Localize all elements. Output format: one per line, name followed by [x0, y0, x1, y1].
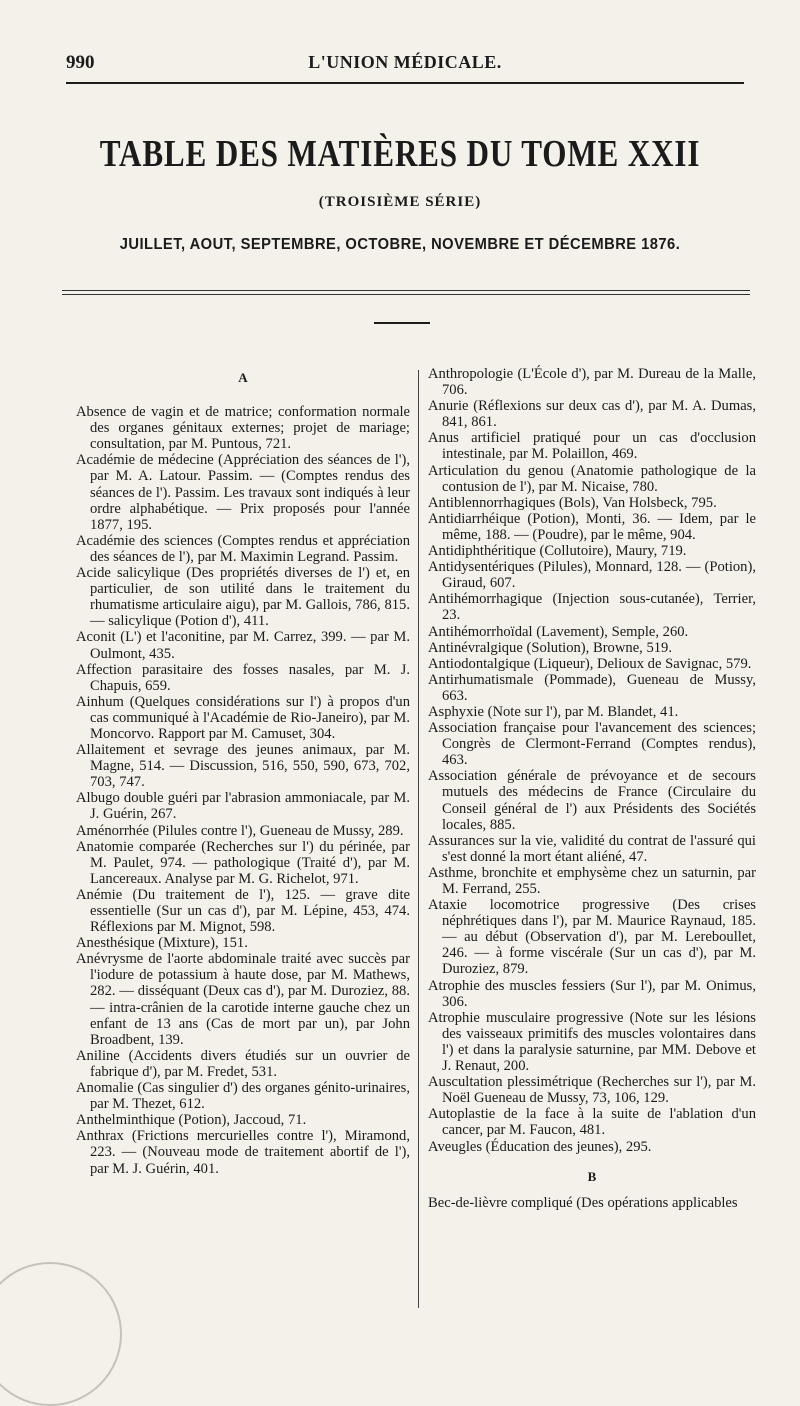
index-entry: Académie de médecine (Appréciation des séances de l'), par M. A. Latour. Passim. — (Comptes rendus des séances de l'). Passim. Les travaux sont indiqués à leur ordre alphabétique. — Prix proposés pour l'année 1877, 195.	[76, 452, 410, 533]
index-entry: Bec-de-lièvre compliqué (Des opérations applicables	[428, 1194, 738, 1211]
running-head	[66, 52, 744, 80]
index-entry: Anurie (Réflexions sur deux cas d'), par M. A. Dumas, 841, 861.	[428, 398, 756, 431]
index-entry: Aniline (Accidents divers étudiés sur un ouvrier de fabrique d'), par M. Fredet, 531.	[76, 1047, 410, 1080]
index-entry: Anatomie comparée (Recherches sur l') du périnée, par M. Paulet, 974. — pathologique (Traité d'), par M. Lancereaux. Analyse par M. G. Richelot, 971.	[76, 838, 410, 887]
index-entry: Acide salicylique (Des propriétés diverses de l') et, en particulier, de son utilité dans le traitement du rhumatisme articulaire aigu), par M. Gallois, 786, 815. — salicylique (Potion d'), 411.	[76, 565, 410, 630]
section-rule	[62, 290, 750, 291]
index-entry: Albugo double guéri par l'abrasion ammoniacale, par M. J. Guérin, 267.	[76, 790, 410, 823]
section-rule-second	[62, 294, 750, 295]
index-entry: Anesthésique (Mixture), 151.	[76, 935, 248, 952]
index-entry: Anomalie (Cas singulier d') des organes génito-urinaires, par M. Thezet, 612.	[76, 1080, 410, 1113]
index-entry: Antihémorrhoïdal (Lavement), Semple, 260.	[428, 623, 689, 640]
period-dateline: JUILLET, AOUT, SEPTEMBRE, OCTOBRE, NOVEMBRE ET DÉCEMBRE 1876.	[119, 236, 681, 253]
journal-title: L'UNION MÉDICALE.	[308, 52, 502, 72]
index-entry: Affection parasitaire des fosses nasales, par M. J. Chapuis, 659.	[76, 661, 410, 694]
right-column	[428, 366, 756, 1211]
page-title: TABLE DES MATIÈRES DU TOME XXII	[99, 133, 701, 175]
series-subtitle: (TROISIÈME SÉRIE)	[318, 194, 482, 210]
left-column	[76, 366, 410, 1177]
index-entry: Ataxie locomotrice progressive (Des crises néphrétiques dans l'), par M. Maurice Raynaud, 185. — au début (Observation d'), par M. Lereboullet, 246. — à forme viscérale (Sur un cas d'), par M. Duroziez, 879.	[428, 897, 756, 978]
page-number: 990	[66, 52, 95, 73]
index-entry: Auscultation plessimétrique (Recherches sur l'), par M. Noël Gueneau de Mussy, 73, 106, 129.	[428, 1074, 756, 1107]
library-stamp	[0, 1262, 122, 1406]
index-entry: Asphyxie (Note sur l'), par M. Blandet, 41.	[428, 703, 679, 720]
index-entry: Articulation du genou (Anatomie pathologique de la contusion de l'), par M. Nicaise, 780.	[428, 462, 756, 495]
index-entry: Ainhum (Quelques considérations sur l') à propos d'un cas communiqué à l'Académie de Rio-Janeiro), par M. Moncorvo. Rapport par M. Camuset, 304.	[76, 693, 410, 742]
index-entry: Asthme, bronchite et emphysème chez un saturnin, par M. Ferrand, 255.	[428, 864, 756, 897]
ornament-rule	[374, 322, 430, 324]
index-entry: Académie des sciences (Comptes rendus et appréciation des séances de l'), par M. Maximin Legrand. Passim.	[76, 532, 410, 565]
header-rule	[66, 82, 744, 84]
index-entry: Antidiarrhéique (Potion), Monti, 36. — Idem, par le même, 188. — (Poudre), par le même, 904.	[428, 510, 756, 543]
index-entry: Antihémorrhagique (Injection sous-cutanée), Terrier, 23.	[428, 591, 756, 624]
index-entry: Aveugles (Éducation des jeunes), 295.	[428, 1138, 652, 1155]
index-entry: Antiblennorrhagiques (Bols), Van Holsbeck, 795.	[428, 494, 717, 511]
index-entry: Atrophie des muscles fessiers (Sur l'), par M. Onimus, 306.	[428, 977, 756, 1010]
index-entry: Antidysentériques (Pilules), Monnard, 128. — (Potion), Giraud, 607.	[428, 559, 756, 592]
index-entry: Antiodontalgique (Liqueur), Delioux de Savignac, 579.	[428, 655, 752, 672]
index-entry: Aconit (L') et l'aconitine, par M. Carrez, 399. — par M. Oulmont, 435.	[76, 629, 410, 662]
index-entry: Association française pour l'avancement des sciences; Congrès de Clermont-Ferrand (Comptes rendus), 463.	[428, 720, 756, 769]
index-entry: Aménorrhée (Pilules contre l'), Gueneau de Mussy, 289.	[76, 822, 404, 839]
index-entry: Anthropologie (L'École d'), par M. Dureau de la Malle, 706.	[428, 366, 756, 399]
index-entry: Antirhumatismale (Pommade), Gueneau de Mussy, 663.	[428, 671, 756, 704]
index-entry: Allaitement et sevrage des jeunes animaux, par M. Magne, 514. — Discussion, 516, 550, 590, 673, 702, 703, 747.	[76, 742, 410, 791]
index-entry: Autoplastie de la face à la suite de l'ablation d'un cancer, par M. Faucon, 481.	[428, 1106, 756, 1139]
section-letter-a: A	[238, 370, 248, 385]
index-entry: Antidiphthéritique (Collutoire), Maury, 719.	[428, 543, 687, 560]
index-entry: Assurances sur la vie, validité du contrat de l'assuré qui s'est donné la mort étant aliéné, 47.	[428, 832, 756, 865]
index-entry: Antinévralgique (Solution), Browne, 519.	[428, 639, 673, 656]
index-entry: Anthrax (Frictions mercurielles contre l'), Miramond, 223. — (Nouveau mode de traitement abortif de l'), par M. J. Guérin, 401.	[76, 1128, 410, 1177]
index-entry: Absence de vagin et de matrice; conformation normale des organes génitaux externes; projet de mariage; consultation, par M. Puntous, 721.	[76, 404, 410, 453]
index-entry: Anthelminthique (Potion), Jaccoud, 71.	[76, 1112, 307, 1129]
section-letter-b: B	[587, 1168, 597, 1184]
index-entry: Anévrysme de l'aorte abdominale traité avec succès par l'iodure de potassium à haute dose, par M. Mathews, 282. — disséquant (Deux cas d'), par M. Duroziez, 88. — intra-crânien de la carotide interne gauche chez un enfant de 13 ans (Cas de mort par un), par John Broadbent, 139.	[76, 951, 410, 1048]
index-entry: Anus artificiel pratiqué pour un cas d'occlusion intestinale, par M. Polaillon, 469.	[428, 430, 756, 463]
index-entry: Association générale de prévoyance et de secours mutuels des médecins de France (Circulaire du Conseil général de l') aux Présidents des Sociétés locales, 885.	[428, 768, 756, 833]
column-divider	[418, 370, 419, 1308]
index-entry: Anémie (Du traitement de l'), 125. — grave dite essentielle (Sur un cas d'), par M. Lépine, 453, 474. Réflexions par M. Mignot, 598.	[76, 886, 410, 936]
index-entry: Atrophie musculaire progressive (Note sur les lésions des vaisseaux primitifs des muscles volontaires dans l') et dans la paralysie saturnine, par MM. Debove et J. Renaut, 200.	[428, 1009, 756, 1075]
